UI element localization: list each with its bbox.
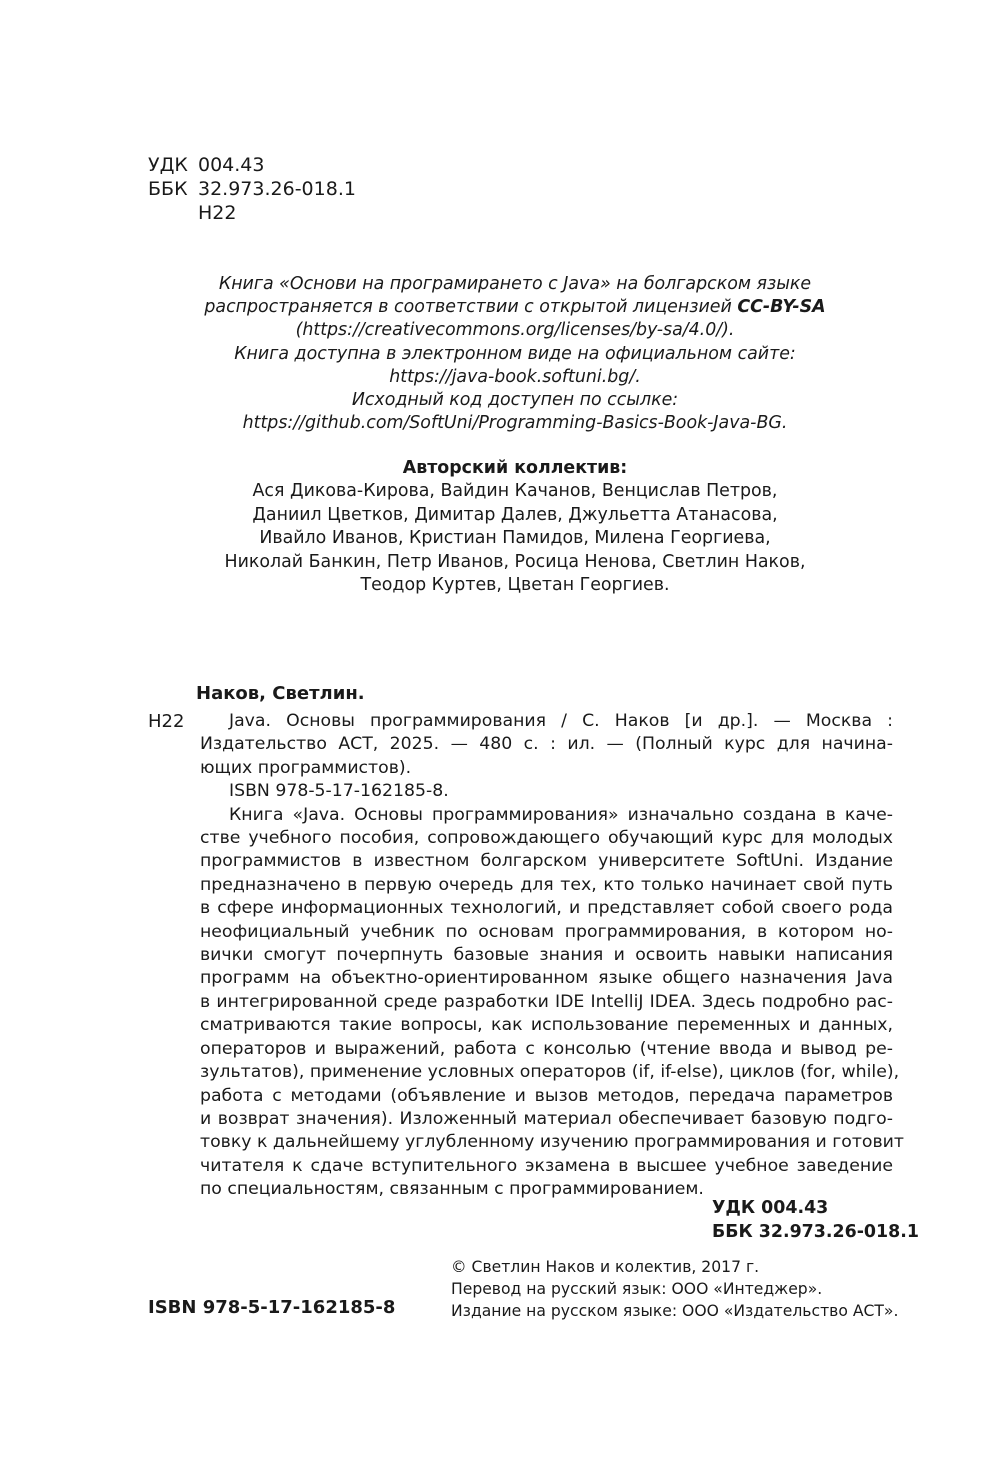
license-line: Книга доступна в электронном виде на официальном сайте:	[234, 343, 796, 364]
license-block	[150, 273, 880, 435]
classification-codes-bold	[712, 1196, 919, 1244]
authors-line: Даниил Цветков, Димитар Далев, Джульетта Атанасова,	[252, 504, 778, 525]
annotation-line: в сфере информационных технологий, и представляет собой своего рода	[200, 898, 893, 919]
annotation-line: и возврат значения). Изложенный материал обеспечивает базовую подго-	[200, 1108, 893, 1129]
classification-block	[148, 153, 356, 225]
license-url: (https://creativecommons.org/licenses/by-sa/4.0/).	[295, 320, 735, 341]
annotation-line: в интегрированной среде разработки IDE IntelliJ IDEA. Здесь подробно рас-	[200, 991, 893, 1012]
author-mark-row	[148, 201, 356, 225]
authors-block	[150, 457, 880, 597]
author-mark: Н22	[198, 202, 237, 224]
bib-record	[200, 710, 904, 1202]
bib-entry-line: Издательство АСТ, 2025. — 480 с. : ил. — (Полный курс для начина-	[200, 734, 893, 755]
copyright-line: © Светлин Наков и колектив, 2017 г.	[451, 1258, 760, 1276]
authors-line: Ивайло Иванов, Кристиан Памидов, Милена Георгиева,	[259, 528, 771, 549]
annotation-line: стве учебного пособия, сопровождающего обучающий курс для молодых	[200, 828, 893, 849]
bib-code: Н22	[148, 711, 185, 732]
license-name: CC-BY-SA	[737, 297, 826, 318]
annotation-line: неофициальный учебник по основам программирования, в котором но-	[200, 921, 893, 942]
authors-line: Николай Банкин, Петр Иванов, Росица Ненова, Светлин Наков,	[224, 551, 806, 572]
udk-label: УДК	[148, 154, 188, 176]
translation-line: Перевод на русский язык: ООО «Интеджер».	[451, 1280, 823, 1298]
edition-line: Издание на русском языке: ООО «Издательство АСТ».	[451, 1302, 899, 1320]
license-line: Книга «Основи на програмирането с Java» на болгарском языке	[218, 274, 812, 294]
annotation-line: читателя к сдаче вступительного экзамена в высшее учебное заведение	[200, 1155, 893, 1176]
annotation-line: зультатов), применение условных операторов (if, if-else), циклов (for, while),	[200, 1062, 900, 1083]
authors-heading: Авторский коллектив:	[402, 458, 628, 478]
annotation-line: товку к дальнейшему углубленному изучению программирования и готовит	[200, 1132, 904, 1153]
udk-code-bold: УДК 004.43	[712, 1198, 829, 1218]
copyright-block	[451, 1256, 898, 1322]
bib-entry-line: Java. Основы программирования / С. Наков [и др.]. — Москва :	[229, 711, 893, 731]
bib-isbn-line: ISBN 978-5-17-162185-8.	[229, 781, 449, 802]
isbn-bold: ISBN 978-5-17-162185-8	[148, 1297, 396, 1318]
bbk-code-bold: ББК 32.973.26-018.1	[712, 1222, 919, 1242]
annotation-line: работа с методами (объявление и вызов методов, передача параметров	[200, 1085, 893, 1106]
bbk-row	[148, 177, 356, 201]
authors-line: Теодор Куртев, Цветан Георгиев.	[360, 575, 670, 596]
udk-value: 004.43	[198, 154, 265, 176]
bib-entry-line: ющих программистов).	[200, 757, 412, 778]
annotation-line: программистов в известном болгарском университете SoftUni. Издание	[200, 851, 893, 872]
annotation-line: по специальностям, связанным с программированием.	[200, 1179, 704, 1200]
annotation-line: вички смогут почерпнуть базовые знания и освоить навыки написания	[200, 945, 893, 966]
annotation-line: Книга «Java. Основы программирования» изначально создана в каче-	[229, 804, 893, 825]
bbk-label: ББК	[148, 178, 188, 200]
authors-line: Ася Дикова-Кирова, Вайдин Качанов, Венцислав Петров,	[252, 481, 778, 502]
license-line: Исходный код доступен по ссылке:	[351, 390, 679, 411]
udk-row	[148, 153, 356, 177]
bib-author-heading: Наков, Светлин.	[196, 683, 365, 704]
source-code-url: https://github.com/SoftUni/Programming-Basics-Book-Java-BG.	[242, 413, 788, 434]
annotation-line: сматриваются такие вопросы, как использование переменных и данных,	[200, 1015, 893, 1036]
bbk-value: 32.973.26-018.1	[198, 178, 356, 200]
license-line-with-name: распространяется в соответствии с открытой лицензией CC-BY-SA	[204, 297, 826, 318]
annotation-line: предназначено в первую очередь для тех, кто только начинает свой путь	[200, 874, 893, 895]
annotation-line: операторов и выражений, работа с консолью (чтение ввода и вывод ре-	[200, 1038, 893, 1059]
book-site-url: https://java-book.softuni.bg/.	[389, 366, 641, 387]
annotation-line: программ на объектно-ориентированном языке общего назначения Java	[200, 968, 893, 989]
